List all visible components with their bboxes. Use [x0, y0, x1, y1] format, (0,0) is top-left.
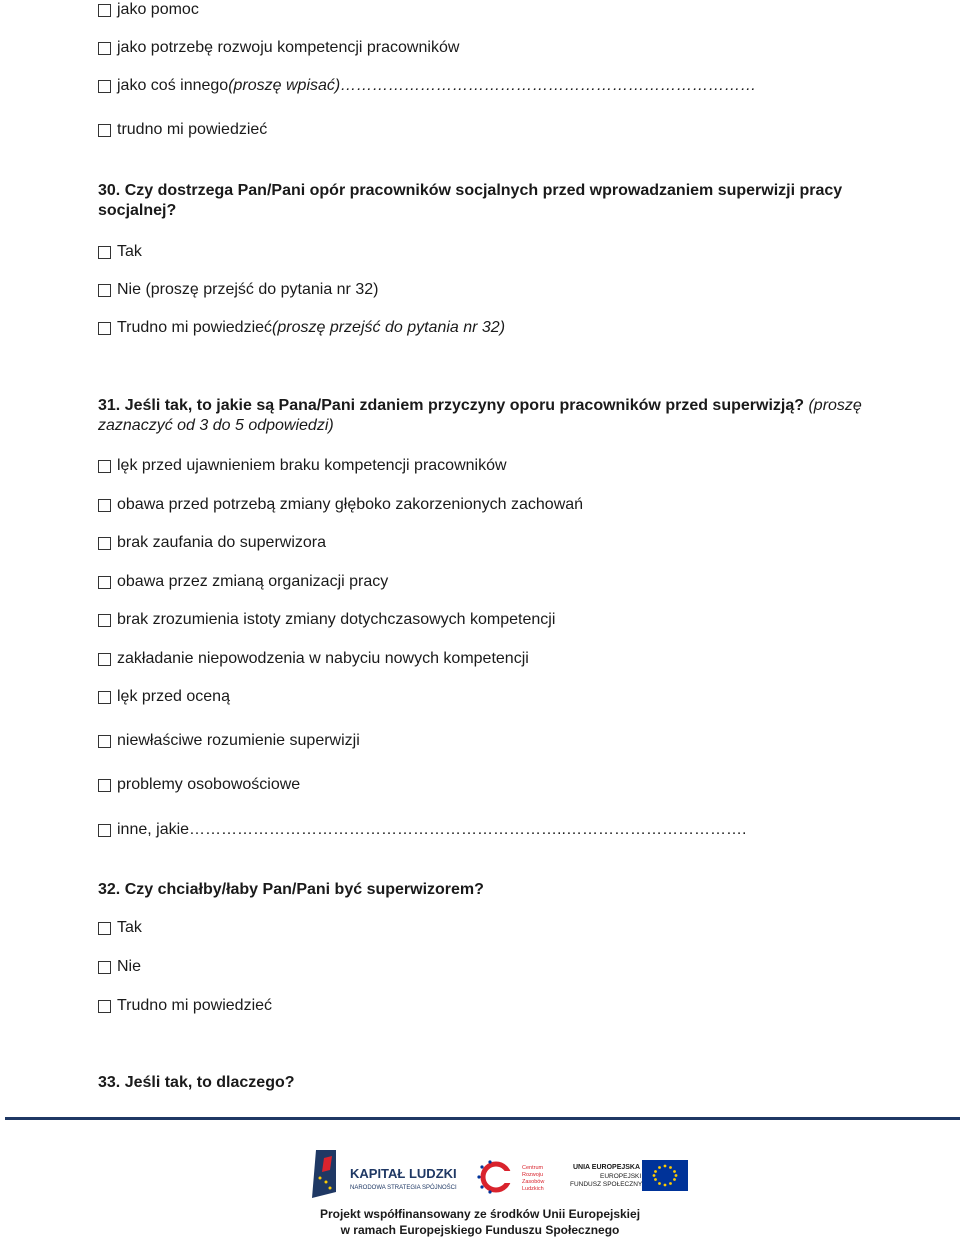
crzl-line-2: Rozwoju: [522, 1172, 544, 1178]
q31-option[interactable]: [98, 572, 388, 592]
checkbox[interactable]: [98, 961, 111, 974]
option-label: zakładanie niepowodzenia w nabyciu nowych kompetencji: [117, 650, 529, 667]
logo-strip: [0, 1145, 960, 1205]
option-rozwoj-kompetencji[interactable]: [98, 38, 459, 58]
checkbox[interactable]: [98, 576, 111, 589]
q31-option[interactable]: [98, 533, 326, 553]
q30-option-tak[interactable]: [98, 242, 142, 262]
option-label: Tak: [117, 243, 142, 260]
option-label: Tak: [117, 919, 142, 936]
option-label: trudno mi powiedzieć: [117, 121, 268, 138]
q31-option[interactable]: [98, 495, 583, 515]
checkbox[interactable]: [98, 779, 111, 792]
checkbox[interactable]: [98, 42, 111, 55]
checkbox[interactable]: [98, 124, 111, 137]
question-31: [98, 396, 868, 436]
option-label: niewłaściwe rozumienie superwizji: [117, 732, 360, 749]
option-label: jako potrzebę rozwoju kompetencji pracowników: [117, 39, 460, 56]
q31-option[interactable]: [98, 687, 230, 707]
checkbox[interactable]: [98, 824, 111, 837]
option-label: jako pomoc: [117, 1, 199, 18]
checkbox[interactable]: [98, 322, 111, 335]
question-31-note: (proszę zaznaczyć od 3 do 5 odpowiedzi): [98, 397, 862, 434]
footer-text: [0, 1206, 960, 1238]
q31-option[interactable]: [98, 456, 507, 476]
crzl-logo: [476, 1157, 556, 1197]
q31-option[interactable]: [98, 649, 529, 669]
kl-title: KAPITAŁ LUDZKI: [350, 1166, 457, 1181]
checkbox[interactable]: [98, 4, 111, 17]
crzl-line-1: Centrum: [522, 1165, 544, 1171]
eu-sub-2: FUNDUSZ SPOŁECZNY: [570, 1181, 643, 1188]
option-label: Nie: [117, 958, 142, 975]
q31-option[interactable]: [98, 731, 360, 751]
option-label: brak zrozumienia istoty zmiany dotychczasowych kompetencji: [117, 611, 556, 628]
kl-subtitle: NARODOWA STRATEGIA SPÓJNOŚCI: [350, 1185, 457, 1191]
question-31-text: 31. Jeśli tak, to jakie są Pana/Pani zdaniem przyczyny oporu pracowników przed superwizją?: [98, 397, 805, 414]
option-label: inne, jakie……………………………………………………………..…………………………….: [117, 821, 747, 838]
checkbox[interactable]: [98, 1000, 111, 1013]
checkbox[interactable]: [98, 499, 111, 512]
q32-option-trudno[interactable]: [98, 996, 272, 1016]
option-label: lęk przed oceną: [117, 688, 230, 705]
checkbox[interactable]: [98, 922, 111, 935]
option-label: obawa przez zmianą organizacji pracy: [117, 573, 389, 590]
checkbox[interactable]: [98, 537, 111, 550]
option-hint: (proszę przejść do pytania nr 32): [272, 319, 506, 336]
checkbox[interactable]: [98, 614, 111, 627]
eu-efs-logo: [570, 1157, 692, 1193]
option-cos-innego[interactable]: [98, 76, 756, 96]
option-label: obawa przed potrzebą zmiany głęboko zakorzenionych zachowań: [117, 496, 584, 513]
question-30: 30. Czy dostrzega Pan/Pani opór pracowników socjalnych przed wprowadzaniem superwizji pracy socjalnej?: [98, 182, 843, 219]
option-label: brak zaufania do superwizora: [117, 534, 327, 551]
question-32: 32. Czy chciałby/łaby Pan/Pani być superwizorem?: [98, 881, 484, 898]
kapital-ludzki-logo: [310, 1148, 470, 1198]
q30-option-nie[interactable]: [98, 280, 378, 300]
footer-line-2: w ramach Europejskiego Funduszu Społecznego: [340, 1223, 620, 1237]
q31-option[interactable]: [98, 610, 555, 630]
q31-option[interactable]: [98, 775, 300, 795]
option-trudno-powiedziec[interactable]: [98, 120, 267, 140]
eu-title: UNIA EUROPEJSKA: [573, 1164, 641, 1171]
option-label: Trudno mi powiedzieć: [117, 319, 273, 336]
footer-divider: [5, 1117, 960, 1120]
option-label: Nie (proszę przejść do pytania nr 32): [117, 281, 379, 298]
option-label: lęk przed ujawnieniem braku kompetencji pracowników: [117, 457, 507, 474]
option-label: jako coś innego: [117, 77, 229, 94]
q31-option-inne[interactable]: [98, 820, 746, 840]
option-label: Trudno mi powiedzieć: [117, 997, 273, 1014]
checkbox[interactable]: [98, 460, 111, 473]
checkbox[interactable]: [98, 80, 111, 93]
checkbox[interactable]: [98, 735, 111, 748]
checkbox[interactable]: [98, 246, 111, 259]
option-hint: (proszę wpisać)……………………………………………………………………: [228, 77, 757, 94]
q32-option-tak[interactable]: [98, 918, 142, 938]
eu-sub-1: EUROPEJSKI: [600, 1173, 642, 1180]
footer-line-1: Projekt współfinansowany ze środków Unii Europejskiej: [319, 1207, 641, 1221]
checkbox[interactable]: [98, 691, 111, 704]
checkbox[interactable]: [98, 284, 111, 297]
question-33: 33. Jeśli tak, to dlaczego?: [98, 1074, 295, 1091]
option-label: problemy osobowościowe: [117, 776, 301, 793]
crzl-line-4: Ludzkich: [522, 1186, 544, 1192]
option-jako-pomoc[interactable]: [98, 0, 199, 20]
checkbox[interactable]: [98, 653, 111, 666]
q30-option-trudno[interactable]: [98, 318, 505, 338]
q32-option-nie[interactable]: [98, 957, 141, 977]
crzl-line-3: Zasobów: [522, 1179, 545, 1185]
